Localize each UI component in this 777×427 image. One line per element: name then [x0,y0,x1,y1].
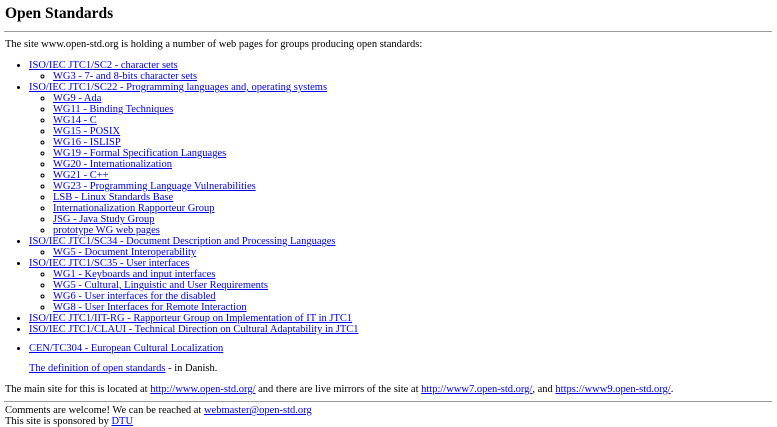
subgroup-item [53,291,358,302]
subgroup-item [53,170,358,181]
subgroup-list [29,247,358,258]
sponsor-link[interactable]: DTU [111,416,134,427]
subgroup-link[interactable]: LSB - Linux Standards Base [53,192,174,203]
subgroup-link[interactable]: WG9 - Ada [53,93,102,104]
definition-line [29,363,217,374]
definition-suffix: - in Danish. [165,363,218,374]
intro-text: The site www.open-std.org is holding a number of web pages for groups producing open standards: [5,39,423,50]
definition-link[interactable]: The definition of open standards [29,363,166,374]
sponsor-text: This site is sponsored by [5,416,112,427]
subgroup-item [53,302,358,313]
subgroup-link[interactable]: WG8 - User Interfaces for Remote Interaction [53,302,247,313]
group-item [29,313,358,324]
comments-text: Comments are welcome! We can be reached at [5,405,204,416]
subgroup-item [53,247,358,258]
subgroup-link[interactable]: WG20 - Internationalization [53,159,172,170]
group-item [29,324,358,335]
subgroup-item [53,225,358,236]
group-item [29,82,358,236]
top-divider [4,31,772,32]
subgroup-list [29,269,358,313]
mirrors-prefix: The main site for this is located at [5,384,151,395]
group-item [29,236,358,258]
group-link[interactable]: ISO/IEC JTC1/CLAUI - Technical Direction on Cultural Adaptability in JTC1 [29,324,359,335]
subgroup-item [53,203,358,214]
cen-list [0,343,223,354]
subgroup-item [53,214,358,225]
group-link[interactable]: ISO/IEC JTC1/SC35 - User interfaces [29,258,190,269]
mirror-www9-link[interactable]: https://www9.open-std.org/ [555,384,671,395]
subgroup-item [53,115,358,126]
subgroup-link[interactable]: WG3 - 7- and 8-bits character sets [53,71,198,82]
subgroup-item [53,126,358,137]
mirror-www7-link[interactable]: http://www7.open-std.org/ [421,384,533,395]
subgroup-list [29,93,358,236]
cen-link[interactable]: CEN/TC304 - European Cultural Localization [29,343,224,354]
subgroup-link[interactable]: WG19 - Formal Specification Languages [53,148,227,159]
mirrors-end: . [670,384,674,395]
group-link[interactable]: ISO/IEC JTC1/SC22 - Programming languages and, operating systems [29,82,328,93]
subgroup-link[interactable]: WG6 - User interfaces for the disabled [53,291,216,302]
subgroup-link[interactable]: WG21 - C++ [53,170,109,181]
group-link[interactable]: ISO/IEC JTC1/IIT-RG - Rapporteur Group on Implementation of IT in JTC1 [29,313,353,324]
bottom-divider [4,401,772,402]
group-link[interactable]: ISO/IEC JTC1/SC2 - character sets [29,60,178,71]
email-link[interactable]: webmaster@open-std.org [203,405,312,416]
group-item [29,60,358,82]
subgroup-link[interactable]: JSG - Java Study Group [53,214,155,225]
subgroup-link[interactable]: Internationalization Rapporteur Group [53,203,215,214]
group-link[interactable]: ISO/IEC JTC1/SC34 - Document Description and Processing Languages [29,236,336,247]
subgroup-item [53,137,358,148]
subgroup-item [53,181,358,192]
subgroup-link[interactable]: WG15 - POSIX [53,126,121,137]
subgroup-item [53,71,358,82]
subgroup-item [53,148,358,159]
subgroup-link[interactable]: WG23 - Programming Language Vulnerabilities [53,181,256,192]
subgroup-link[interactable]: prototype WG web pages [53,225,160,236]
subgroup-link[interactable]: WG1 - Keyboards and input interfaces [53,269,216,280]
subgroup-item [53,280,358,291]
mirrors-middle: and there are live mirrors of the site at [255,384,422,395]
sponsor-line [5,416,133,427]
list-item [29,343,223,354]
subgroup-list [29,71,358,82]
subgroup-link[interactable]: WG5 - Cultural, Linguistic and User Requirements [53,280,268,291]
group-item [29,258,358,313]
mirrors-sep: , and [532,384,556,395]
mirrors-line [5,384,673,395]
groups-list [0,60,358,335]
subgroup-link[interactable]: WG5 - Document Interoperability [53,247,197,258]
subgroup-link[interactable]: WG14 - C [53,115,97,126]
subgroup-item [53,269,358,280]
page-title: Open Standards [5,5,114,22]
subgroup-item [53,104,358,115]
comments-line [5,405,312,416]
subgroup-link[interactable]: WG11 - Binding Techniques [53,104,174,115]
main-site-link[interactable]: http://www.open-std.org/ [150,384,256,395]
subgroup-item [53,159,358,170]
subgroup-link[interactable]: WG16 - ISLISP [53,137,121,148]
subgroup-item [53,93,358,104]
subgroup-item [53,192,358,203]
